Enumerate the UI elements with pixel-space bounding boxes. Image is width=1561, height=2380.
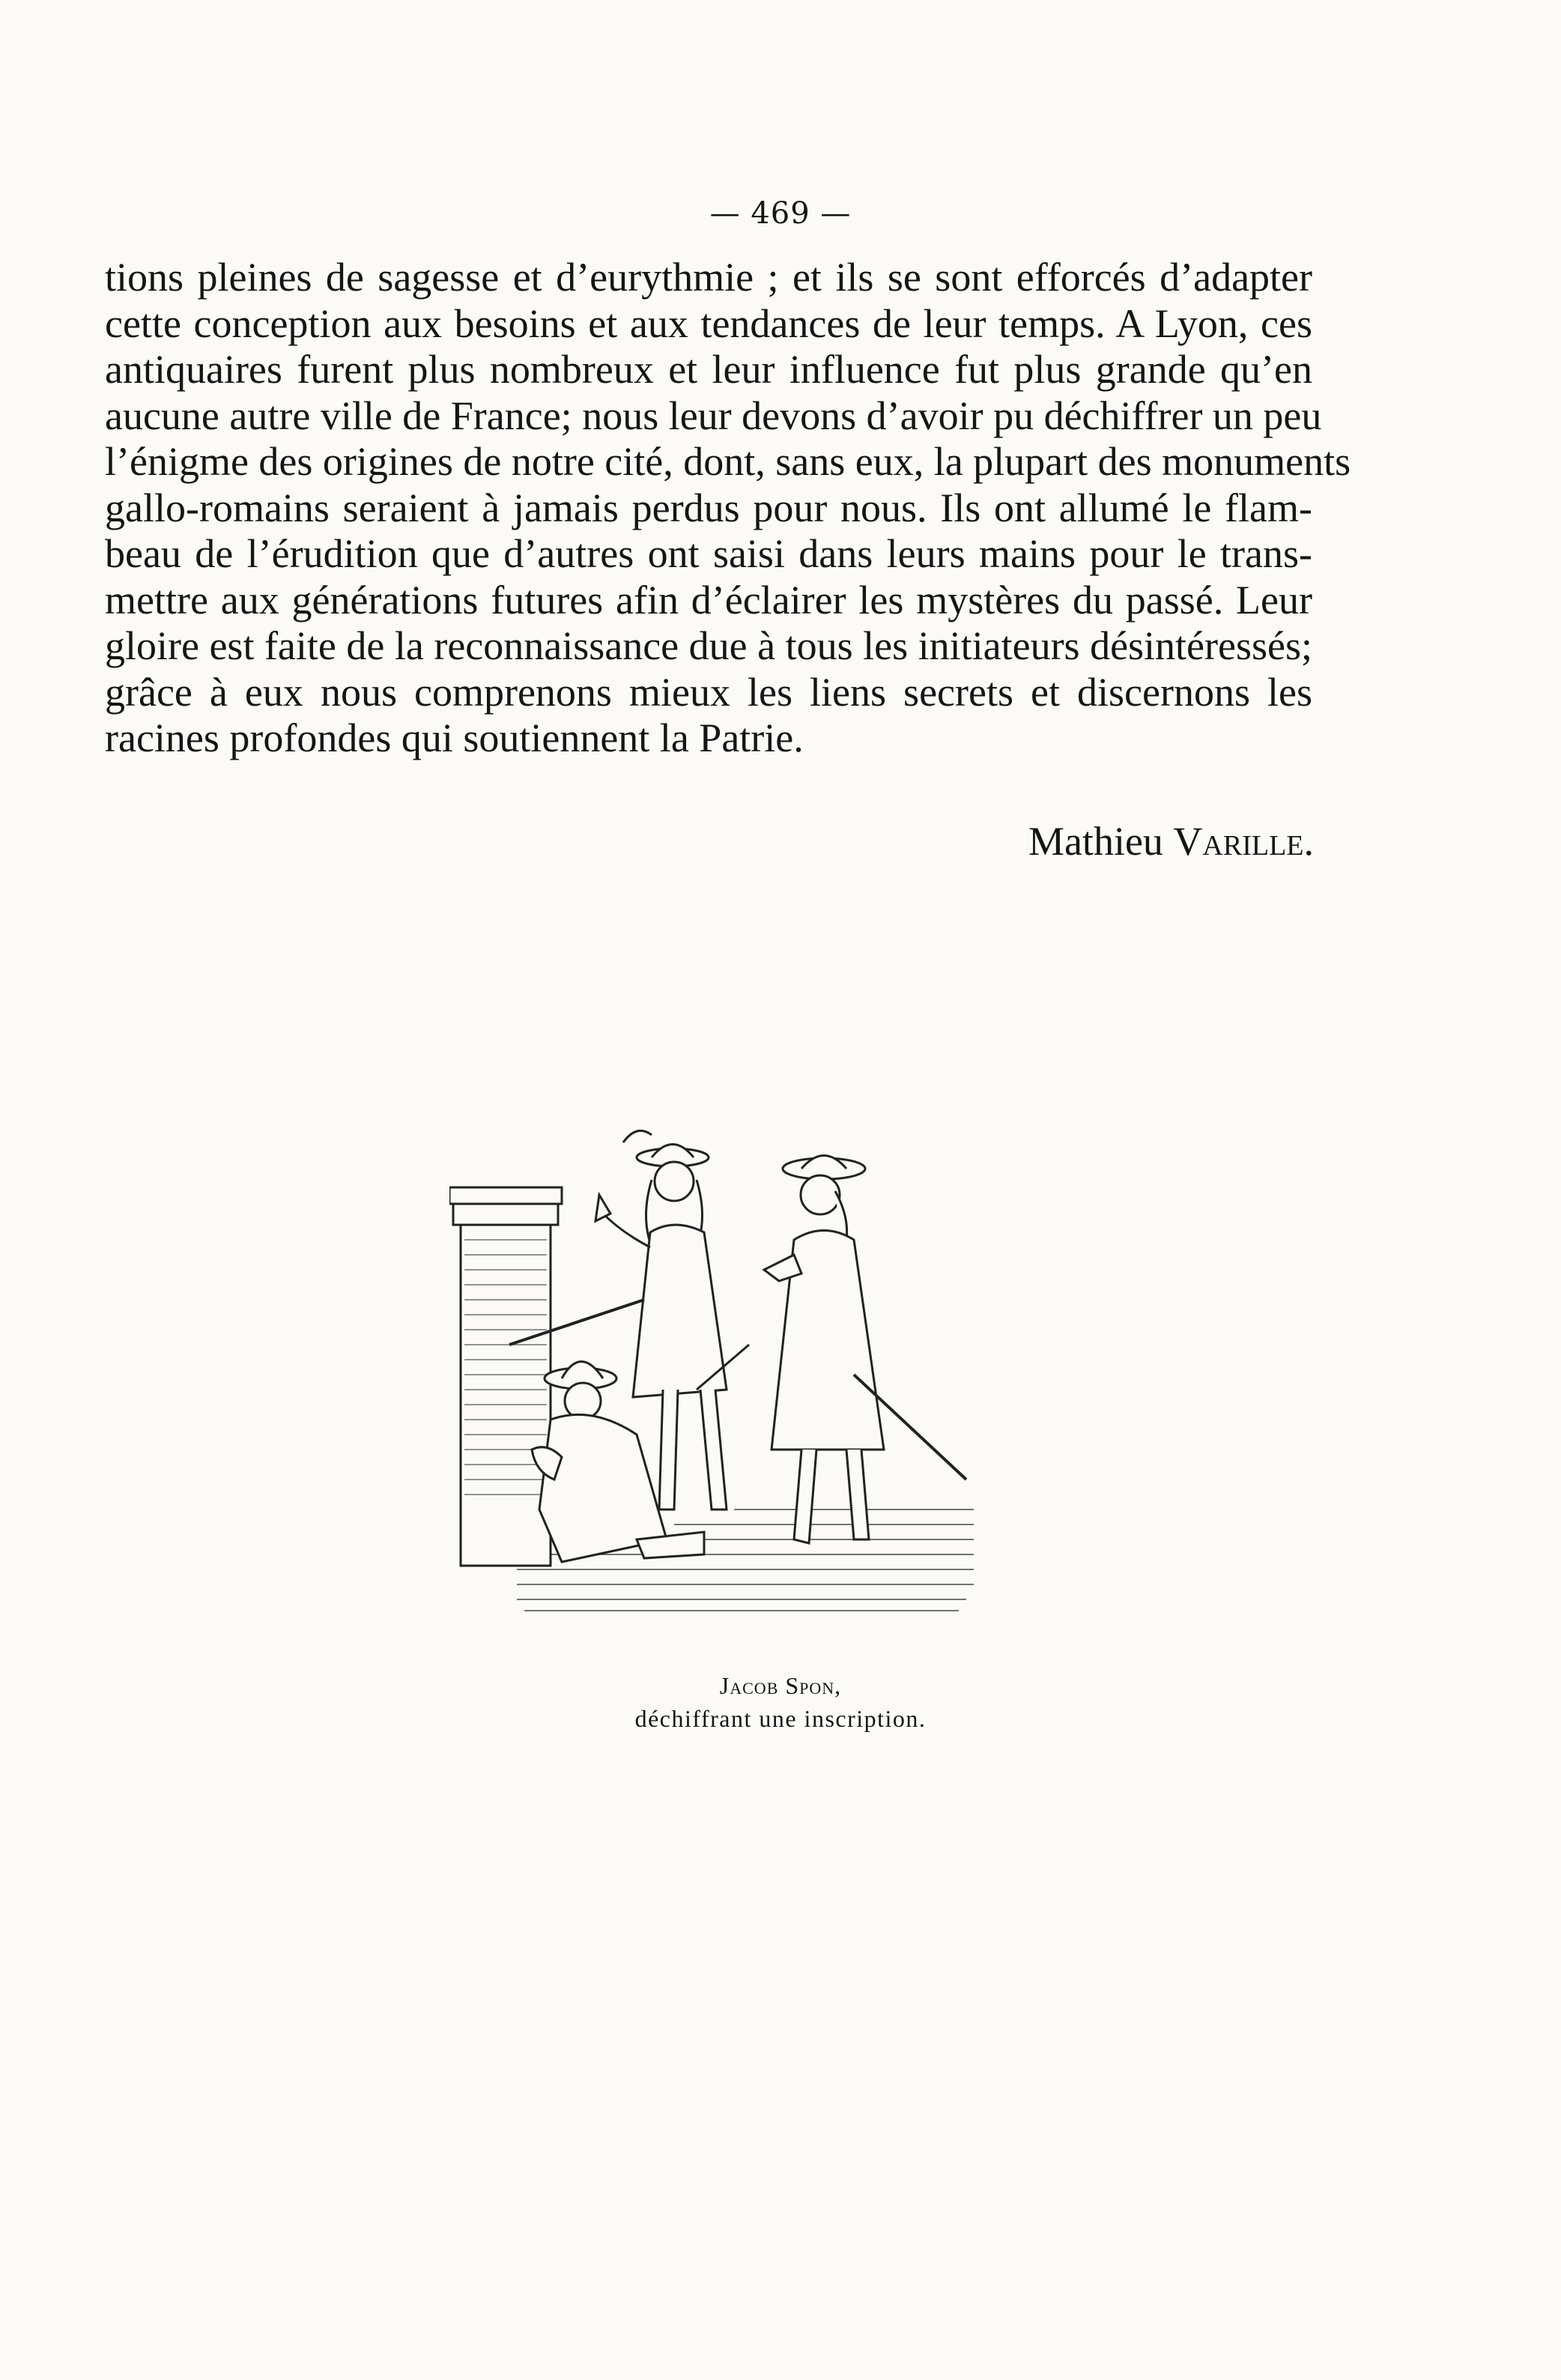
caption-description: déchiffrant une inscription. bbox=[634, 1705, 927, 1732]
text-line: tions pleines de sagesse et d’eurythmie ; et ils se sont efforcés d’adapter bbox=[105, 255, 1312, 300]
text-line: mettre aux générations futures afin d’éclairer les mystères du passé. Leur bbox=[105, 577, 1312, 623]
text-line: gloire est faite de la reconnaissance due à tous les initiateurs désintéressés; bbox=[105, 623, 1312, 668]
body-text bbox=[105, 255, 1351, 762]
page-number: — 469 — bbox=[709, 196, 852, 231]
author-last-name: Varille. bbox=[1173, 819, 1314, 864]
text-line: aucune autre ville de France; nous leur devons d’avoir pu déchiffrer un peu bbox=[105, 393, 1322, 438]
text-line: cette conception aux besoins et aux tendances de leur temps. A Lyon, ces bbox=[105, 300, 1312, 346]
standing-figure-right bbox=[764, 1156, 966, 1544]
text-line: l’énigme des origines de notre cité, dont, sans eux, la plupart des monuments bbox=[105, 439, 1351, 484]
caption-name: Jacob Spon, bbox=[719, 1672, 842, 1699]
text-line: antiquaires furent plus nombreux et leur influence fut plus grande qu’en bbox=[105, 347, 1312, 392]
text-line: racines profondes qui soutiennent la Patrie. bbox=[105, 715, 804, 760]
author-signature bbox=[1028, 818, 1314, 865]
author-first-name: Mathieu bbox=[1028, 819, 1163, 864]
figure-caption bbox=[0, 1669, 1561, 1735]
engraving-illustration bbox=[449, 1120, 974, 1622]
text-line: beau de l’érudition que d’autres ont saisi dans leurs mains pour le trans- bbox=[105, 531, 1312, 576]
text-line: gallo-romains seraient à jamais perdus pour nous. Ils ont allumé le flam- bbox=[105, 485, 1312, 530]
engraving-image bbox=[449, 1120, 974, 1622]
text-line: grâce à eux nous comprenons mieux les liens secrets et discernons les bbox=[105, 669, 1312, 715]
